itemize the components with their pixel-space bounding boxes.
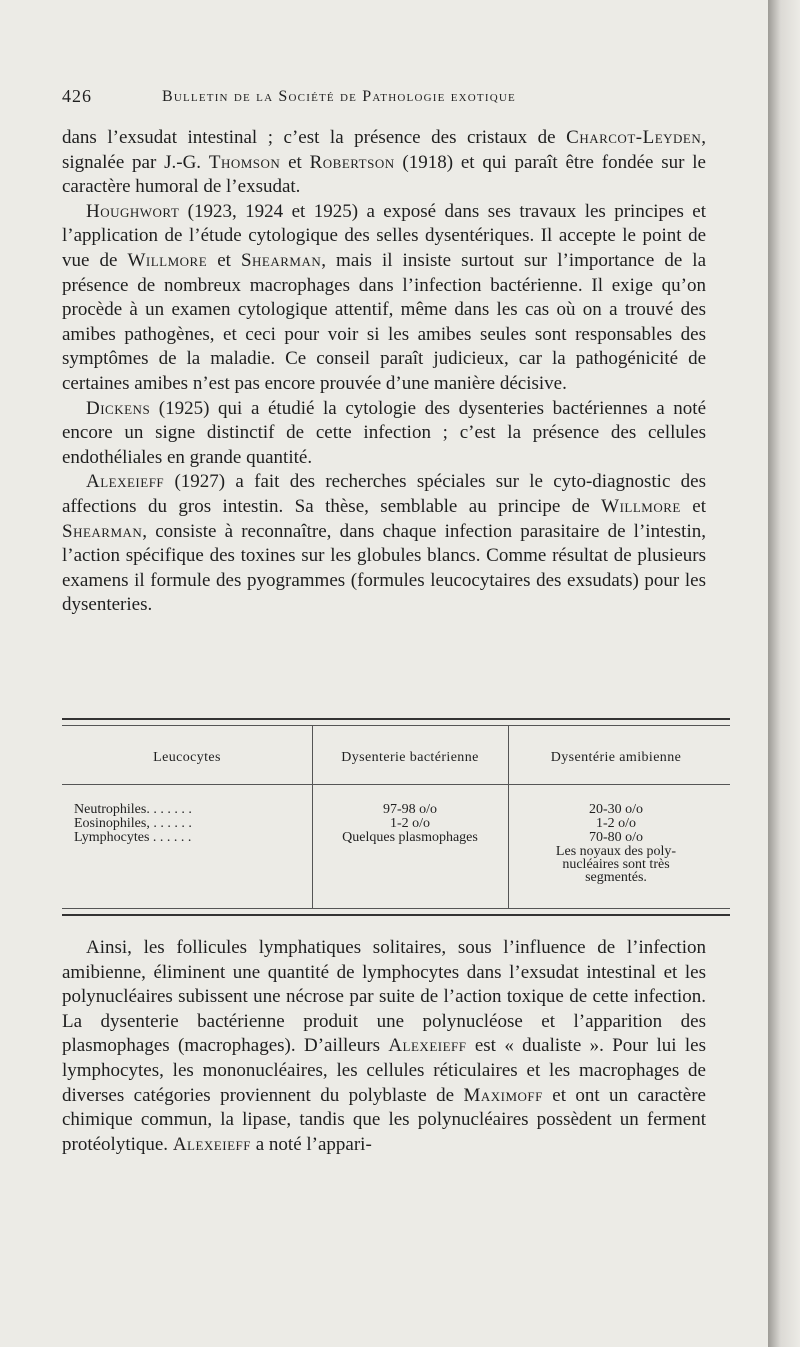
author-name: Dickens xyxy=(86,397,151,419)
page-number: 426 xyxy=(62,86,92,106)
bacterial-value: 97-98 o/o xyxy=(382,802,438,817)
paragraph-1 xyxy=(62,126,706,200)
paragraph-3 xyxy=(62,397,706,471)
author-name: Robertson xyxy=(309,151,395,173)
text-run: , consiste à reconnaître, dans chaque infection parasitaire de l’intestin, l’action spécifique des toxines sur les globules blancs. Comme résultat de plusieurs examens il formule des pyogrammes (formules leucocytaires des exsudats) pour les dysenteries. xyxy=(62,520,706,616)
text-run: , signalée par J.-G. xyxy=(62,127,706,173)
author-name: Willmore xyxy=(127,249,208,271)
author-name: Houghwort xyxy=(86,200,180,222)
text-run: dans l’exsudat intestinal ; c’est la présence des cristaux de xyxy=(62,127,567,148)
paragraph-5 xyxy=(62,936,706,1157)
note-line: Les noyaux des poly- xyxy=(555,844,677,859)
text-run: (1918) et qui paraît être fondée sur le caractère humoral de l’exsudat. xyxy=(62,151,706,198)
text-run: et xyxy=(280,151,310,173)
text-run: et ont un caractère chimique commun, la lipase, tandis que les polynucléaires possèdent un ferment protéolytique. xyxy=(62,1084,706,1155)
row-label: Neutrophiles. . . . . . . xyxy=(74,802,192,817)
paragraph-4 xyxy=(62,470,706,618)
amoebic-value: 1-2 o/o xyxy=(595,816,637,831)
header-leucocytes: Leucocytes xyxy=(153,750,221,765)
text-run: a noté l’appari- xyxy=(250,1133,372,1155)
note-line: segmentés. xyxy=(585,870,647,885)
author-name: Alexeieff xyxy=(388,1035,467,1057)
amoebic-value: 20-30 o/o xyxy=(588,802,644,817)
author-name: Alexeieff xyxy=(172,1133,251,1155)
text-run: et xyxy=(680,495,706,517)
text-run: (1927) a fait des recherches spéciales sur le cyto-diagnostic des affections du gros intestin. Sa thèse, semblable au principe de xyxy=(62,471,706,517)
page-edge-shadow xyxy=(768,0,800,1347)
running-title: Bulletin de la Société de Pathologie exotique xyxy=(162,88,516,105)
author-name: Thomson xyxy=(208,151,281,173)
bacterial-value: Quelques plasmophages xyxy=(342,830,478,845)
lower-text-block xyxy=(62,936,706,1157)
amoebic-note xyxy=(510,845,722,884)
author-name: Alexeieff xyxy=(86,471,165,493)
amoebic-value: 70-80 o/o xyxy=(588,830,644,845)
author-name: Willmore xyxy=(601,495,681,517)
author-name: Maximoff xyxy=(463,1084,543,1106)
upper-text-block xyxy=(62,126,706,618)
author-name: Charcot-Leyden xyxy=(566,127,702,148)
table-body xyxy=(62,725,730,909)
author-name: Shearman xyxy=(62,520,143,542)
note-line: nucléaires sont très xyxy=(562,857,670,872)
header-bacterial: Dysenterie bactérienne xyxy=(341,750,479,765)
text-run: est « dualiste ». Pour lui les lymphocytes, les mononucléaires, les cellules réticulaires et les macrophages de diverses catégories proviennent du polyblaste de xyxy=(62,1035,706,1106)
text-run: (1925) qui a étudié la cytologie des dysenteries bactériennes a noté encore un signe distinctif de cette infection ; c’est la présence des cellules endothéliales en grande quantité. xyxy=(62,397,706,468)
header-divider xyxy=(62,784,730,785)
row-label: Lymphocytes . . . . . . xyxy=(74,830,192,845)
author-name: Shearman xyxy=(240,249,322,271)
paragraph-2 xyxy=(62,200,706,397)
text-run: Ainsi, les follicules lymphatiques solitaires, sous l’influence de l’infection amibienne, éliminent une quantité de lymphocytes dans l’exsudat intestinal et les polynucléaires subissent une nécrose par suite de l’action toxique de cette infection. La dysenterie bactérienne produit une polynucléose et l’apparition des plasmophages (macrophages). D’ailleurs xyxy=(62,937,706,1057)
leucocyte-table xyxy=(62,718,730,916)
text-run: (1923, 1924 et 1925) a exposé dans ses travaux les principes et l’application de l’étude cytologique des selles dysentériques. Il accepte le point de vue de xyxy=(62,200,706,271)
bacterial-value: 1-2 o/o xyxy=(389,816,431,831)
header-amoebic: Dysentérie amibienne xyxy=(550,750,682,765)
row-label: Eosinophiles, . . . . . . xyxy=(74,816,192,831)
text-run: , mais il insiste surtout sur l’importance de la présence de nombreux macrophages dans l’infection bactérienne. Il exige qu’on procède à un examen cytologique attentif, même dans les cas où on a trouvé des amibes pathogènes, et ceci pour voir si les amibes seules sont responsables des symptômes de la maladie. Ce conseil paraît judicieux, car la pathogénicité de certaines amibes n’est pas encore prouvée d’une manière décisive. xyxy=(62,249,707,394)
text-run: et xyxy=(207,249,241,271)
page-header xyxy=(62,86,712,110)
